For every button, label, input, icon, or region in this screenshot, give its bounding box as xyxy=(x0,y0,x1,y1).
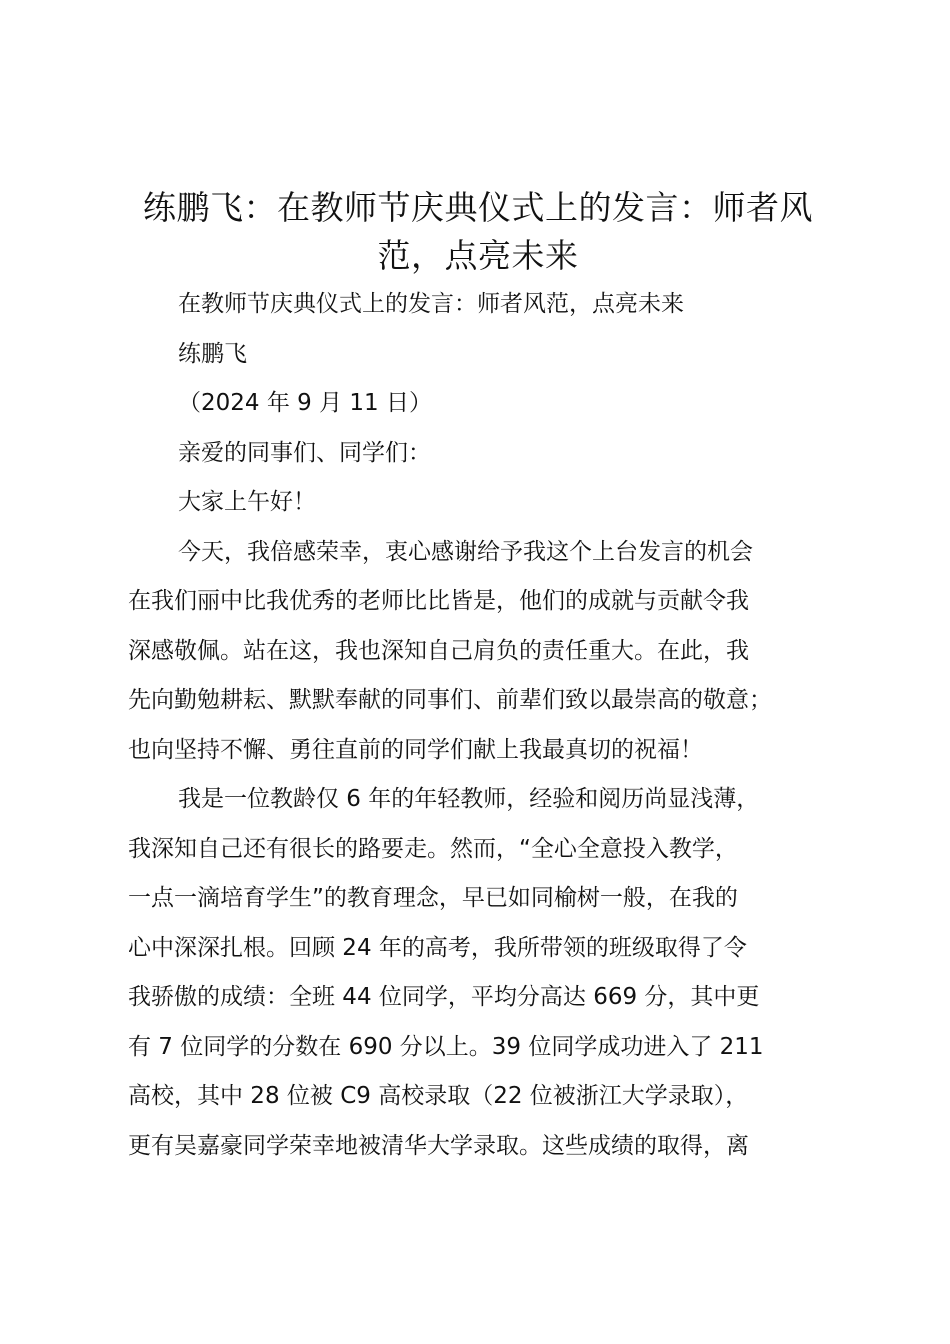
paragraph-line: 我骄傲的成绩：全班 44 位同学，平均分高达 669 分，其中更 xyxy=(128,984,760,1010)
paragraph-line: 更有吴嘉豪同学荣幸地被清华大学录取。这些成绩的取得，离 xyxy=(128,1132,749,1159)
subtitle: 在教师节庆典仪式上的发言：师者风范，点亮未来 xyxy=(178,291,684,317)
salutation: 亲爱的同事们、同学们： xyxy=(178,439,431,466)
paragraph-line: 也向坚持不懈、勇往直前的同学们献上我最真切的祝福！ xyxy=(128,736,703,763)
document-body xyxy=(128,280,848,1171)
paragraph-line: 高校，其中 28 位被 C9 高校录取（22 位被浙江大学录取）， xyxy=(128,1083,749,1109)
paragraph-line: 在我们丽中比我优秀的老师比比皆是，他们的成就与贡献令我 xyxy=(128,588,749,614)
paragraph-2 xyxy=(128,775,848,1171)
greeting: 大家上午好！ xyxy=(178,489,316,515)
date-line: （2024 年 9 月 11 日） xyxy=(178,390,432,416)
title-line-2: 范，点亮未来 xyxy=(377,236,579,275)
author-line: 练鹏飞 xyxy=(178,340,247,367)
document-title xyxy=(118,184,838,280)
paragraph-line: 一点一滴培育学生”的教育理念，早已如同榆树一般，在我的 xyxy=(128,885,738,911)
paragraph-line: 深感敬佩。站在这，我也深知自己肩负的责任重大。在此，我 xyxy=(128,637,749,664)
paragraph-line: 我深知自己还有很长的路要走。然而，“全心全意投入教学， xyxy=(128,835,738,862)
title-line-1: 练鹏飞：在教师节庆典仪式上的发言：师者风 xyxy=(143,188,813,227)
paragraph-line: 先向勤勉耕耘、默默奉献的同事们、前辈们致以最崇高的敬意； xyxy=(128,687,772,713)
paragraph-line: 今天，我倍感荣幸，衷心感谢给予我这个上台发言的机会 xyxy=(178,538,753,565)
paragraph-line: 有 7 位同学的分数在 690 分以上。39 位同学成功进入了 211 xyxy=(128,1033,764,1060)
paragraph-1 xyxy=(128,528,848,776)
paragraph-line: 我是一位教龄仅 6 年的年轻教师，经验和阅历尚显浅薄， xyxy=(178,786,760,812)
paragraph-line: 心中深深扎根。回顾 24 年的高考，我所带领的班级取得了令 xyxy=(128,934,747,961)
